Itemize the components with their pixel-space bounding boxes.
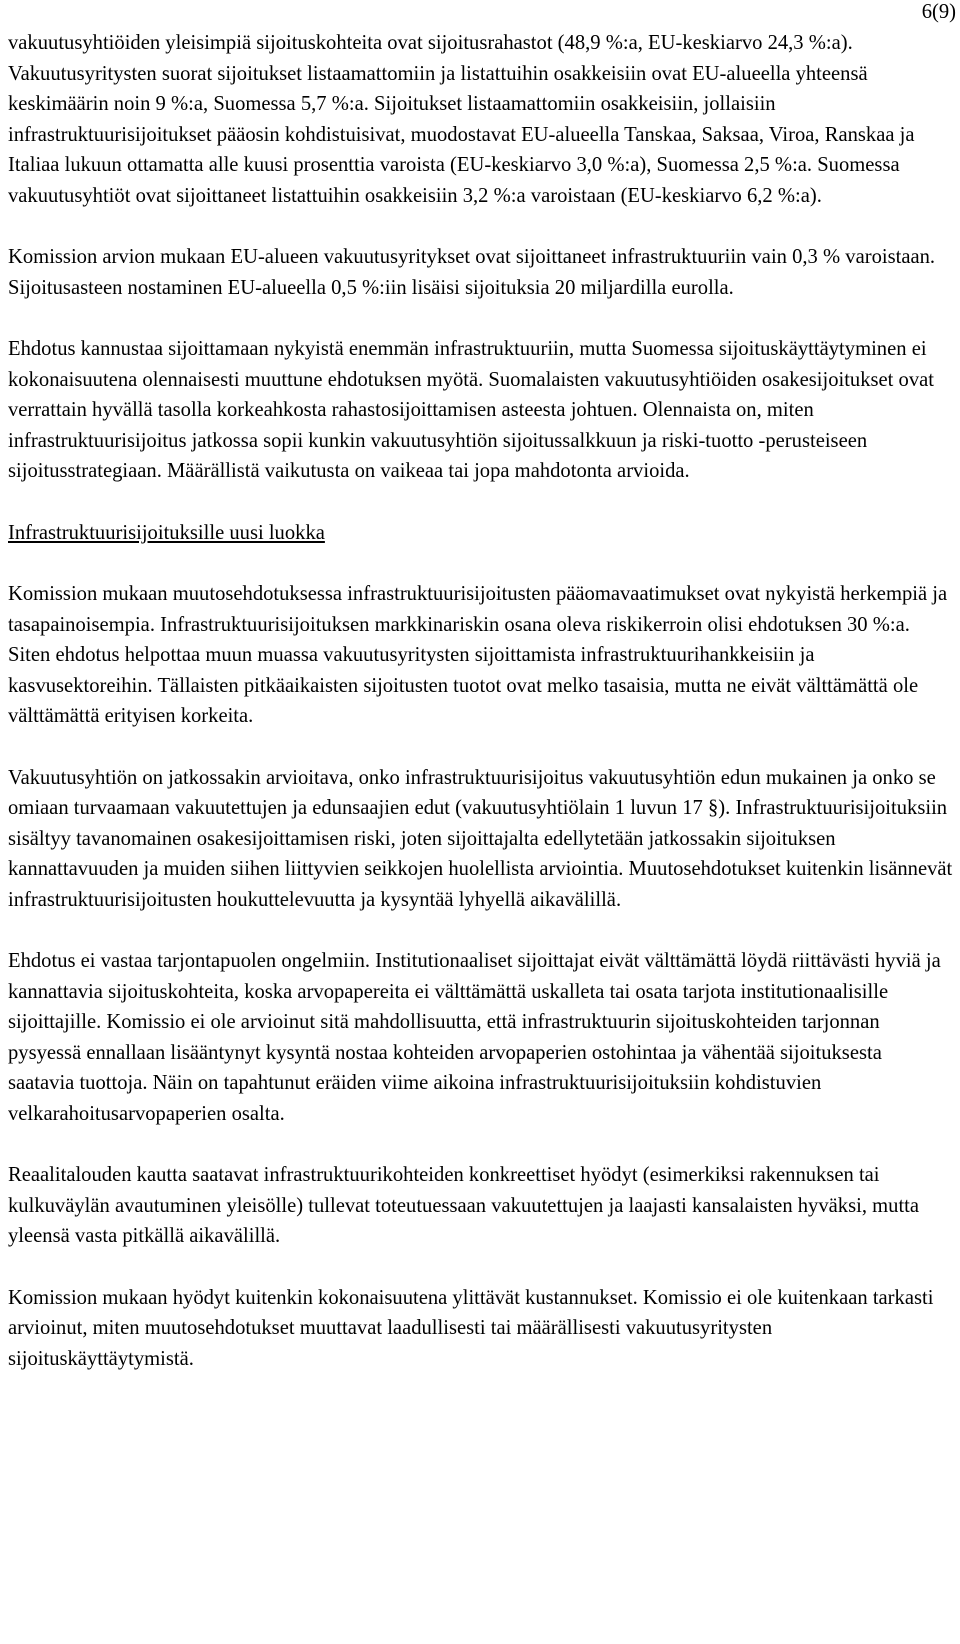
paragraph-hyodyt-kustannukset: Komission mukaan hyödyt kuitenkin kokonaisuutena ylittävät kustannukset. Komissio ei ole kuitenkaan tarkasti arvioinut, miten muutosehdotukset muuttavat laadullisesti tai määrällisesti vakuutusyritysten sijoituskäyttäytymistä. [8,1286,934,1370]
paragraph-ehdotus-kannustaa: Ehdotus kannustaa sijoittamaan nykyistä enemmän infrastruktuuriin, mutta Suomessa sijoituskäyttäytyminen ei kokonaisuutena olennaisesti muuttune ehdotuksen myötä. Suomalaisten vakuutusyhtiöiden osakesijoitukset ovat verrattain hyvällä tasolla korkeahkosta rahastosijoittamisen asteesta johtuen. Olennaista on, miten infrastruktuurisijoitus jatkossa sopii kunkin vakuutusyhtiön sijoitussalkkuun ja riski-tuotto -perusteiseen sijoitusstrategiaan. Määrällistä vaikutusta on vaikeaa tai jopa mahdotonta arvioida. [8,338,935,482]
paragraph-sijoitusrakenne: vakuutusyhtiöiden yleisimpiä sijoituskohteita ovat sijoitusrahastot (48,9 %:a, EU-keskiarvo 24,3 %:a). Vakuutusyritysten suorat sijoitukset listaamattomiin ja listattuihin osakkeisiin ovat EU-alueella yhteensä keskimäärin noin 9 %:a, Suomessa 5,7 %:a. Sijoitukset listaamattomiin osakkeisiin, jollaisiin infrastruktuurisijoitukset pääosin kohdistuisivat, muodostavat EU-alueella Tanskaa, Saksaa, Viroa, Ranskaa ja Italiaa lukuun ottamatta alle kuusi prosenttia varoista (EU-keskiarvo 3,0 %:a), Suomessa 2,5 %:a. Suomessa vakuutusyhtiöt ovat sijoittaneet listattuihin osakkeisiin 3,2 %:a varoistaan (EU-keskiarvo 6,2 %:a). [8,32,915,207]
paragraph-tarjontapuoli: Ehdotus ei vastaa tarjontapuolen ongelmiin. Institutionaaliset sijoittajat eivät välttämättä löydä riittävästi hyviä ja kannattavia sijoituskohteita, koska arvopapereita ei välttämättä uskalleta tai osata tarjota institutionaalisille sijoittajille. Komissio ei ole arvioinut sitä mahdollisuutta, että infrastruktuurin sijoituskohteiden tarjonnan pysyessä ennallaan lisääntynyt kysyntä nostaa kohteiden arvopaperien ostohintaa ja vähentää sijoituksesta saatavia tuottoja. Näin on tapahtunut eräiden viime aikoina infrastruktuurisijoituksiin kohdistuvien velkarahoitusarvopaperien osalta. [8,950,941,1125]
paragraph-reaalitalous: Reaalitalouden kautta saatavat infrastruktuurikohteiden konkreettiset hyödyt (esimerkiksi rakennuksen tai kulkuväylän avautuminen yleisölle) tullevat toteutuessaan vakuutettujen ja laajasti kansalaisten hyväksi, mutta yleensä vasta pitkällä aikavälillä. [8,1164,920,1247]
document-body [8,28,953,1374]
page-number: 6(9) [921,1,956,23]
paragraph-komission-arvio: Komission arvion mukaan EU-alueen vakuutusyritykset ovat sijoittaneet infrastruktuuriin vain 0,3 % varoistaan. Sijoitusasteen nostaminen EU-alueella 0,5 %:iin lisäisi sijoituksia 20 miljardilla eurolla. [8,246,936,299]
paragraph-paaomavaatimukset: Komission mukaan muutosehdotuksessa infrastruktuurisijoitusten pääomavaatimukset ovat nykyistä herkempiä ja tasapainoisempia. Infrastruktuurisijoituksen markkinariskin osana oleva riskikerroin olisi ehdotuksen 30 %:a. Siten ehdotus helpottaa muun muassa vakuutusyritysten sijoittamista infrastruktuurihankkeisiin ja kasvusektoreihin. Tällaisten pitkäaikaisten sijoitusten tuotot ovat melko tasaisia, mutta ne eivät välttämättä ole välttämättä erityisen korkeita. [8,583,948,727]
paragraph-arviointivelvollisuus: Vakuutusyhtiön on jatkossakin arvioitava, onko infrastruktuurisijoitus vakuutusyhtiön edun mukainen ja onko se omiaan turvaamaan vakuutettujen ja edunsaajien edut (vakuutusyhtiölain 1 luvun 17 §). Infrastruktuurisijoituksiin sisältyy tavanomainen osakesijoittamisen riski, joten sijoittajalta edellytetään jatkossakin sijoituksen kannattavuuden ja muiden siihen liittyvien seikkojen huolellista arviointia. Muutosehdotukset kuitenkin lisännevät infrastruktuurisijoitusten houkuttelevuutta ja kysyntää lyhyellä aikavälillä. [8,766,953,911]
section-heading: Infrastruktuurisijoituksille uusi luokka [8,521,325,544]
